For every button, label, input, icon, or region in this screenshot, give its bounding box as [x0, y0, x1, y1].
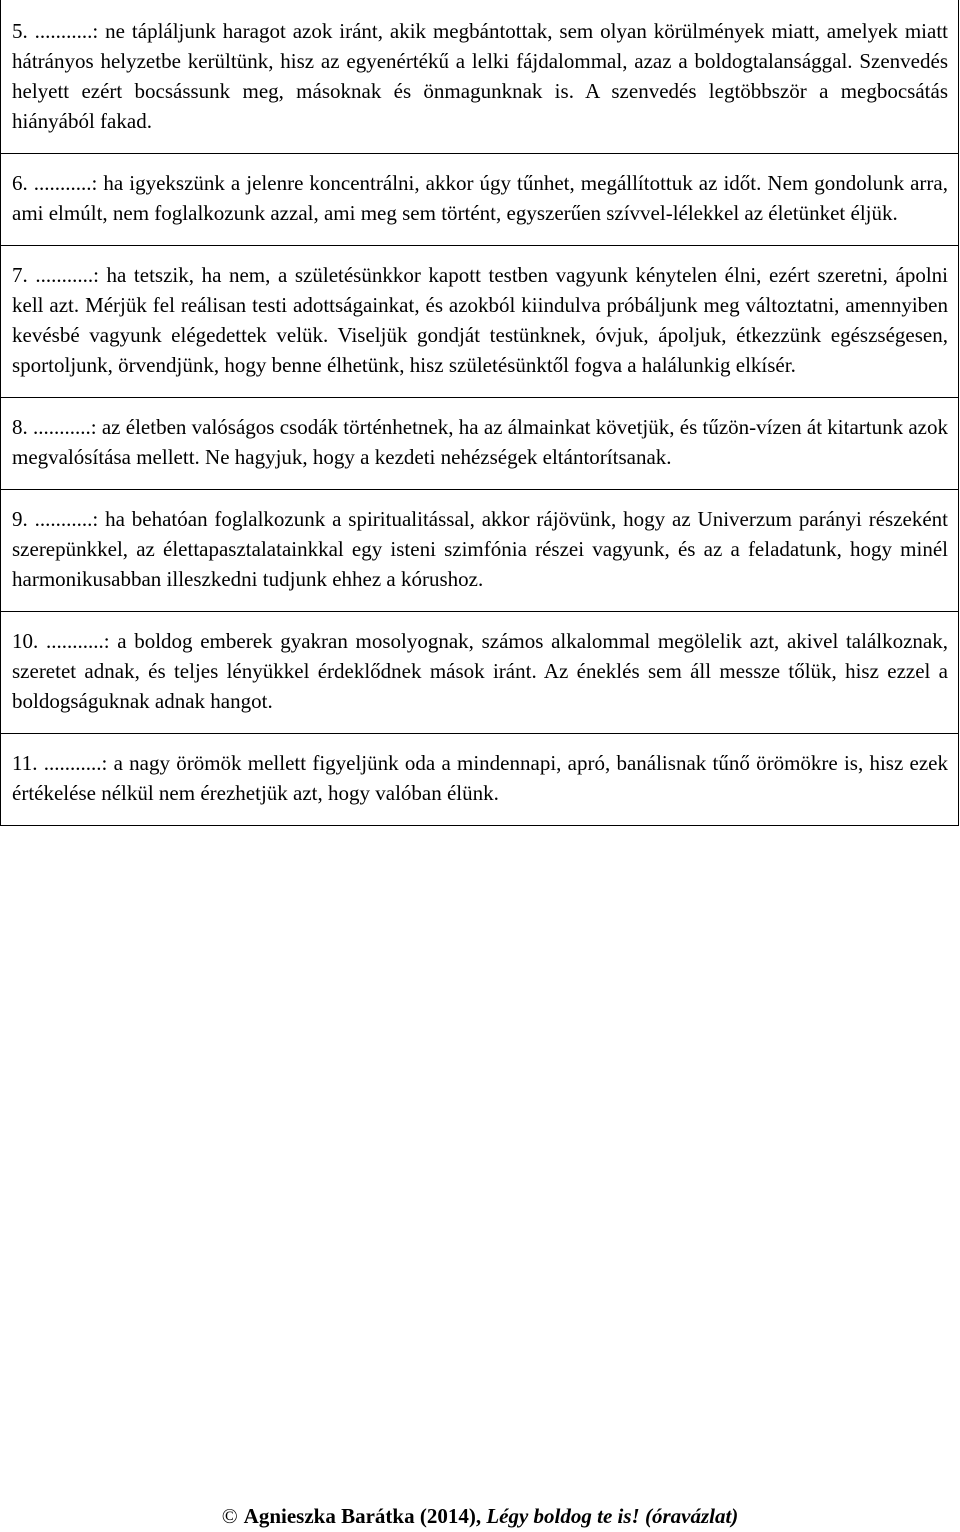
- item-text: ha behatóan foglalkozunk a spiritualitással, akkor rájövünk, hogy az Univerzum parányi részeként szerepünkkel, az élettapasztalatainkkal egy isteni szimfónia részei vagyunk, és az a feladatunk, hogy minél harmonikusabban illeszkedni tudjunk ehhez a kórushoz.: [12, 507, 948, 591]
- item-number: 5.: [12, 19, 28, 43]
- fill-in-blank: ...........:: [33, 415, 97, 439]
- exercise-cell: [1, 246, 959, 398]
- item-text: ha igyekszünk a jelenre koncentrálni, akkor úgy tűnhet, megállítottuk az időt. Nem gondolunk arra, ami elmúlt, nem foglalkozunk azzal, ami meg sem történt, egyszerűen szívvel-lélekkel az életünket éljük.: [12, 171, 948, 225]
- item-text: ne tápláljunk haragot azok iránt, akik megbántottak, sem olyan körülmények miatt, amelyek miatt hátrányos helyzetbe kerültünk, hisz az egyenértékű a lelki fájdalommal, azaz a boldogtalansággal. Szenvedés helyett ezért bocsássunk meg, másoknak és önmagunknak is. A szenvedés legtöbbször a megbocsátás hiányából fakad.: [12, 19, 948, 133]
- item-number: 6.: [12, 171, 28, 195]
- exercise-row: [1, 154, 959, 246]
- exercise-cell: [1, 490, 959, 612]
- item-number: 10.: [12, 629, 39, 653]
- item-number: 9.: [12, 507, 28, 531]
- fill-in-blank: ...........:: [35, 263, 99, 287]
- item-number: 11.: [12, 751, 38, 775]
- exercise-cell: [1, 0, 959, 154]
- item-text: az életben valóságos csodák történhetnek, ha az álmainkat követjük, és tűzön-vízen át kitartunk azok megvalósítása mellett. Ne hagyjuk, hogy a kezdeti nehézségek eltántorítsanak.: [12, 415, 949, 469]
- fill-in-blank: ...........:: [33, 171, 98, 195]
- exercise-row: [1, 734, 959, 826]
- exercise-cell: [1, 612, 959, 734]
- fill-in-blank: ...........:: [34, 19, 99, 43]
- exercise-row: [1, 398, 959, 490]
- footer-draft-note: (óravázlat): [644, 1504, 739, 1528]
- exercise-row: [1, 0, 959, 154]
- item-number: 7.: [12, 263, 28, 287]
- exercise-row: [1, 490, 959, 612]
- item-text: a boldog emberek gyakran mosolyognak, számos alkalommal megölelik azt, akivel találkoznak, szeretet adnak, és teljes lényükkel érdeklődnek mások iránt. Az éneklés sem áll messze tőlük, hisz ezzel a boldogságuknak adnak hangot.: [12, 629, 948, 713]
- item-text: a nagy örömök mellett figyeljünk oda a mindennapi, apró, banálisnak tűnő örömökre is, hisz ezek értékelése nélkül nem érezhetjük azt, hogy valóban élünk.: [12, 751, 949, 805]
- exercise-row: [1, 612, 959, 734]
- page-footer: [0, 1500, 960, 1532]
- footer-author-year: Agnieszka Barátka (2014),: [243, 1504, 482, 1528]
- exercise-row: [1, 246, 959, 398]
- item-number: 8.: [12, 415, 28, 439]
- item-text: ha tetszik, ha nem, a születésünkkor kapott testben vagyunk kénytelen élni, ezért szeretni, ápolni kell azt. Mérjük fel reálisan testi adottságainkat, és azokból kiindulva próbáljunk meg változtatni, amennyiben kevésbé vagyunk elégedettek velük. Viseljük gondját testünknek, óvjuk, ápoljuk, étkezzünk egészségesen, sportoljunk, örvendjünk, hogy benne élhetünk, hisz születésünktől fogva a halálunkig elkísér.: [12, 263, 948, 377]
- exercise-cell: [1, 398, 959, 490]
- exercise-cell: [1, 154, 959, 246]
- copyright-icon: ©: [221, 1504, 238, 1528]
- footer-book-title: Légy boldog te is!: [486, 1504, 640, 1528]
- fill-in-blank: ...........:: [34, 507, 99, 531]
- exercise-cell: [1, 734, 959, 826]
- fill-in-blank: ...........:: [45, 629, 110, 653]
- fill-in-blank: ...........:: [43, 751, 108, 775]
